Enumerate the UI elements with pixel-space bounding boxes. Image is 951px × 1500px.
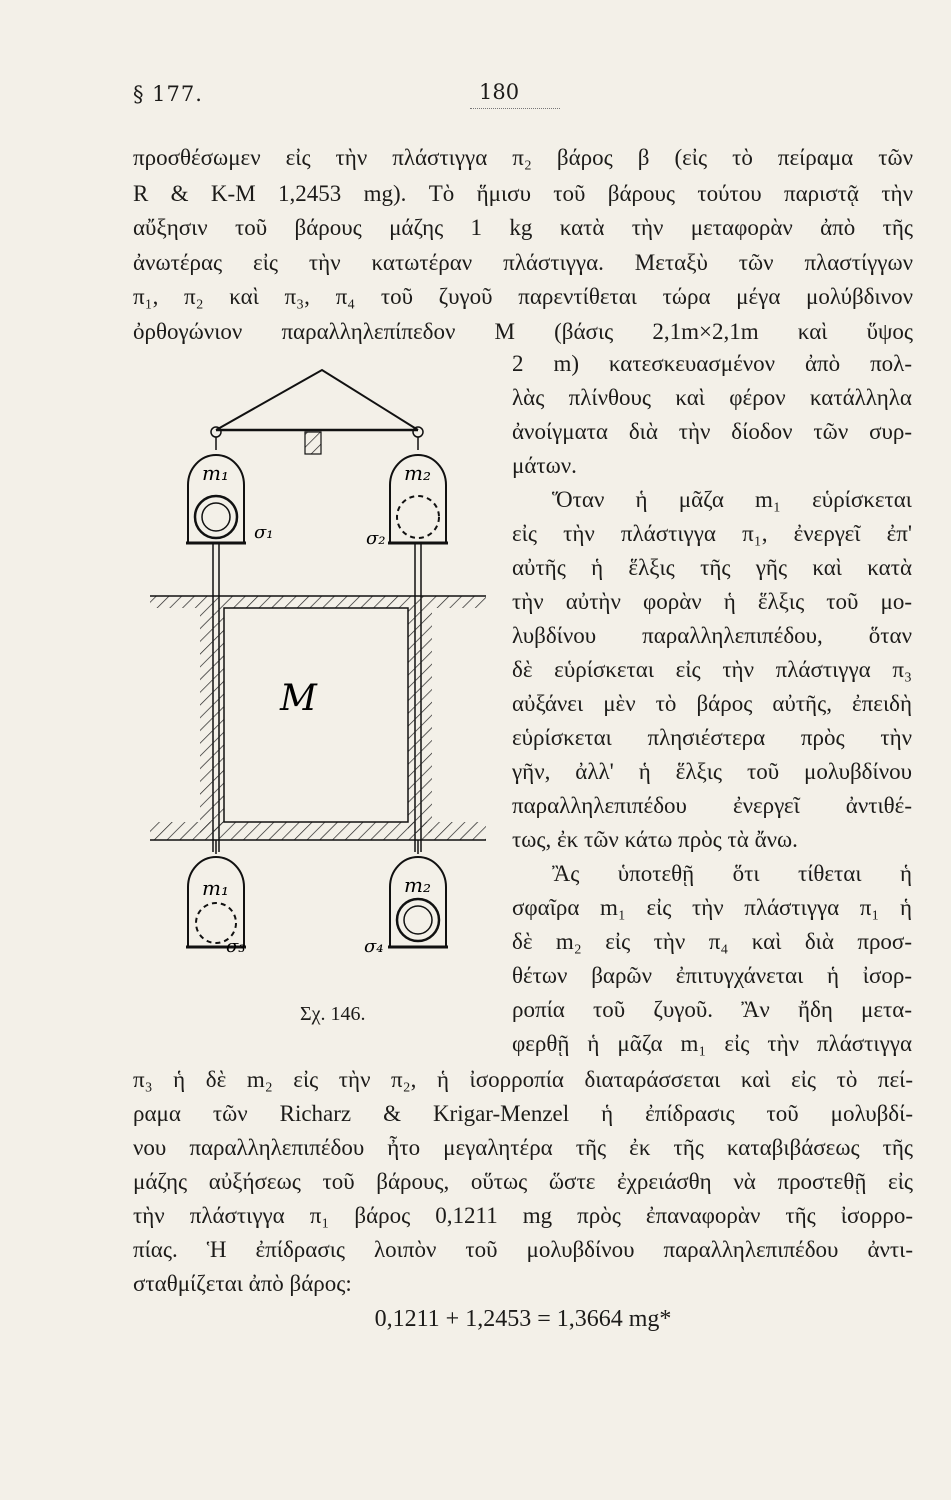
mass-label-m2-upper: m₂ [404, 461, 431, 485]
text-line: σφαῖρα m₁ εἰς τὴν πλάστιγγα π₁ ἡ [512, 895, 912, 920]
text-line: προσθέσωμεν εἰς τὴν πλάστιγγα π₂ βάρος β (εἰς τὸ πείραμα τῶν [133, 145, 913, 170]
pan-label-4: σ₄ [364, 936, 384, 957]
text-line: αὐτῆς ἡ ἕλξις τῆς γῆς καὶ κατὰ [512, 555, 912, 580]
text-line: τως, ἐκ τῶν κάτω πρὸς τὰ ἄνω. [512, 827, 798, 852]
block-label: M [280, 678, 317, 719]
equation: 0,1211 + 1,2453 = 1,3664 mg* [374, 1306, 672, 1332]
text-line: μάτων. [512, 453, 577, 478]
mass-label-m1-upper: m₁ [202, 461, 229, 485]
text-line: ραμα τῶν Richarz & Krigar-Menzel ἡ ἐπίδρασις τοῦ μολυβδί- [133, 1101, 913, 1126]
page-number: 180 [479, 80, 520, 104]
text-line: λὰς πλίνθους καὶ φέρον κατάλληλα [512, 385, 912, 410]
text-line: αὔξησιν τοῦ βάρους μάζης 1 kg κατὰ τὴν μεταφορὰν ἀπὸ τῆς [133, 215, 913, 240]
text-line: 2 m) κατεσκευασμένον ἀπὸ πολ- [512, 351, 912, 376]
text-line: πίας. Ἡ ἐπίδρασις λοιπὸν τοῦ μολυβδίνου παραλληλεπιπέδου ἀντι- [133, 1237, 913, 1262]
header-rule [470, 108, 560, 109]
text-line: ἀνωτέρας εἰς τὴν κατωτέραν πλάστιγγα. Μεταξὺ τῶν πλαστίγγων [133, 250, 913, 275]
text-line: θέτων βαρῶν ἐπιτυγχάνεται ἡ ἰσορ- [512, 963, 912, 988]
pan-label-3: σ₃ [226, 936, 246, 957]
text-line: ροπία τοῦ ζυγοῦ. Ἂν ἤδη μετα- [512, 997, 912, 1022]
lead-block [150, 596, 486, 840]
text-line: σταθμίζεται ἀπὸ βάρος: [133, 1271, 352, 1296]
text-line: νου παραλληλεπιπέδου ἦτο μεγαλητέρα τῆς ἐκ τῆς καταβιβάσεως τῆς [133, 1135, 913, 1160]
text-line: φερθῇ ἡ μᾶζα m₁ εἰς τὴν πλάστιγγα [512, 1031, 912, 1056]
text-line: τὴν αὐτὴν φορὰν ἡ ἕλξις τοῦ μο- [512, 589, 912, 614]
figure-caption: Σχ. 146. [300, 1003, 366, 1025]
balance-beam [211, 370, 423, 437]
upper-pan-left [186, 437, 246, 543]
text-line: τὴν πλάστιγγα π₁ βάρος 0,1211 mg πρὸς ἐπαναφορὰν τῆς ἰσορρο- [133, 1203, 913, 1228]
text-line: δὲ m₂ εἰς τὴν π₄ καὶ διὰ προσ- [512, 929, 912, 954]
text-line: π₁, π₂ καὶ π₃, π₄ τοῦ ζυγοῦ παρεντίθεται τώρα μέγα μολύβδινον [133, 284, 913, 309]
mass-label-m1-lower: m₁ [202, 876, 229, 900]
pan-label-1: σ₁ [254, 522, 274, 543]
section-number: § 177. [133, 82, 203, 106]
text-line: μάζης αὐξήσεως τοῦ βάρους, οὕτως ὥστε ἐχρειάσθη νὰ προστεθῇ εἰς [133, 1169, 913, 1194]
text-line: Ὅταν ἡ μᾶζα m₁ εὑρίσκεται [552, 487, 912, 512]
text-line: εἰς τὴν πλάστιγγα π₁, ἐνεργεῖ ἐπ' [512, 521, 912, 546]
text-line: παραλληλεπιπέδου ἐνεργεῖ ἀντιθέ- [512, 793, 912, 818]
text-line: γῆν, ἀλλ' ἡ ἕλξις τοῦ μολυβδίνου [512, 759, 912, 784]
mass-label-m2-lower: m₂ [404, 873, 431, 897]
figure-146-balance-diagram [150, 360, 495, 985]
text-line: αὐξάνει μὲν τὸ βάρος αὐτῆς, ἐπειδὴ [512, 691, 912, 716]
text-line: Ἂς ὑποτεθῇ ὅτι τίθεται ἡ [552, 861, 912, 886]
counterweight [305, 432, 321, 454]
upper-pan-right [388, 437, 448, 543]
text-line: εὑρίσκεται πλησιέστερα πρὸς τὴν [512, 725, 912, 750]
text-line: ὀρθογώνιον παραλληλεπίπεδον Μ (βάσις 2,1m×2,1m καὶ ὕψος [133, 319, 913, 344]
text-line: R & K-M 1,2453 mg). Τὸ ἥμισυ τοῦ βάρους τούτου παριστᾷ τὴν [133, 181, 913, 206]
text-line: π₃ ἡ δὲ m₂ εἰς τὴν π₂, ἡ ἰσορροπία διαταράσσεται καὶ εἰς τὸ πεί- [133, 1067, 913, 1092]
pan-label-2: σ₂ [366, 528, 386, 549]
text-line: ἀνοίγματα διὰ τὴν δίοδον τῶν συρ- [512, 419, 912, 444]
text-line: λυβδίνου παραλληλεπιπέδου, ὅταν [512, 623, 912, 648]
text-line: δὲ εὑρίσκεται εἰς τὴν πλάστιγγα π₃ [512, 657, 912, 682]
